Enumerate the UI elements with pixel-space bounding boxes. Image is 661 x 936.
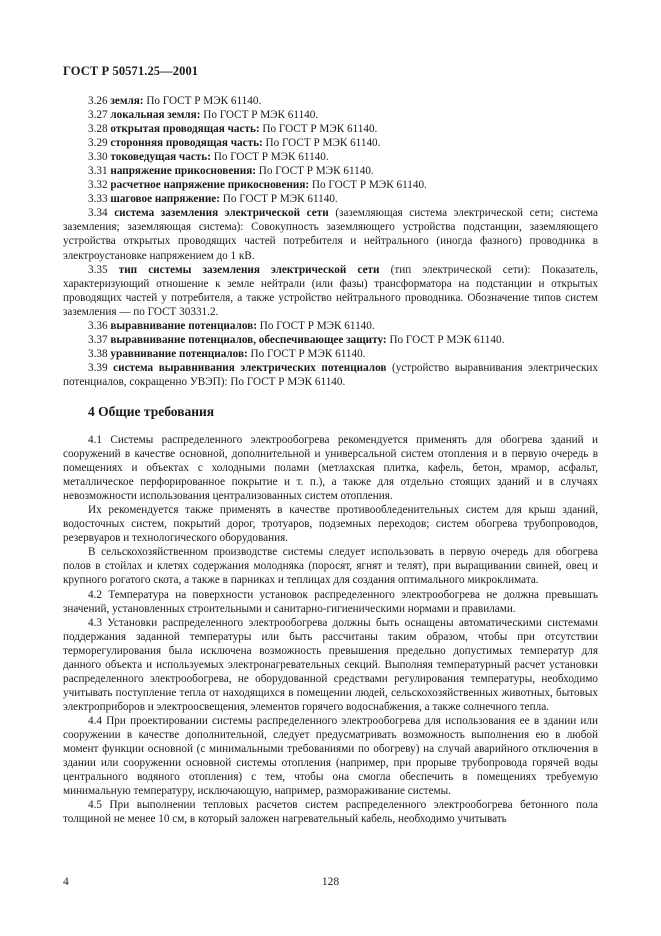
paragraph: В сельскохозяйственном производстве системы следует использовать в первую очередь для обогрева полов в стойлах и клетях содержания молодняка (поросят, ягнят и телят), при выращивании свиней, овец и крупного рогатого скота, а также в парниках и теплицах для создания оптимального микроклимата. [63,546,598,587]
paragraph: 4.4 При проектировании системы распределенного электрообогрева для использования ее в здании или сооружении в качестве дополнительной, следует предусматривать возможность выполнения ею в любой момент функции основной (с минимальными требованиями по обогреву) на случай аварийного отключения в здании или сооружении основной системы отопления (например, при прорыве трубопровода горячей воды центрального водяного отопления) с тем, чтобы она смогла обеспечить в помещениях требуемую минимальную температуру, исключающую, например, размораживание системы. [63,714,598,798]
definition-number: 3.29 [88,137,108,150]
definition-term: система заземления электрической сети [114,207,329,220]
definition-number: 3.35 [88,263,108,276]
definition-item [63,263,598,319]
definition-text: По ГОСТ Р МЭК 61140. [247,347,366,360]
definition-number: 3.39 [88,361,108,374]
definition-item [63,150,598,164]
definition-term: уравнивание потенциалов: [110,347,248,360]
definition-number: 3.27 [88,109,108,122]
definition-term: сторонняя проводящая часть: [110,137,263,150]
paragraph: 4.5 При выполнении тепловых расчетов систем распределенного электрообогрева бетонного пола толщиной не менее 10 см, в который заложен нагревательный кабель, необходимо учитывать [63,799,598,826]
section-title: 4 Общие требования [88,403,215,419]
definitions-list [63,94,598,389]
paragraph: Их рекомендуется также применять в качестве противообледенительных систем для крыш зданий, водосточных систем, покрытий дорог, тротуаров, подземных переходов; систем обогрева трубопроводов, резервуаров и технологического оборудования. [63,504,598,545]
definition-text: По ГОСТ Р МЭК 61140. [262,137,381,150]
definition-number: 3.38 [88,347,108,360]
definition-term: шаговое напряжение: [110,193,220,206]
definition-text: По ГОСТ Р МЭК 61140. [200,109,319,122]
definition-number: 3.30 [88,151,108,164]
definition-item [63,333,598,347]
definition-item [63,319,598,333]
page-content [63,94,598,826]
definition-number: 3.34 [88,207,108,220]
definition-item [63,164,598,178]
definition-term: земля: [110,95,144,107]
document-header: ГОСТ Р 50571.25—2001 [63,64,199,78]
definition-text: По ГОСТ Р МЭК 61140. [309,179,427,192]
page-number: 4 [63,876,69,888]
paragraph: 4.3 Установки распределенного электрообогрева должны быть оснащены автоматическими системами поддержания заданной температуры или быть рассчитаны таким образом, чтобы при отсутствии терморегулирования была исключена возможность превышения предельно допустимых температур для данного объекта и используемых электронагревательных секций. Выполняя температурный расчет установки распределенного электрообогрева, не оборудованной средствами регулирования температуры, необходимо учитывать поступление тепла от находящихся в помещении людей, сельскохозяйственных животных, бытовых электроприборов и электроосвещения, элементов горячего водоснабжения, а также солнечного тепла. [63,616,598,713]
definition-item [63,136,598,150]
definition-text: По ГОСТ Р МЭК 61140. [259,123,378,136]
definition-item [63,206,598,262]
definition-number: 3.37 [88,333,108,346]
definition-number: 3.31 [88,165,108,178]
definition-term: выравнивание потенциалов: [110,319,257,332]
definition-term: локальная земля: [110,109,201,122]
definition-text: По ГОСТ Р МЭК 61140. [256,319,375,332]
definition-term: тип системы заземления электрической сети [118,263,380,276]
definition-term: открытая проводящая часть: [110,123,260,136]
definition-number: 3.36 [88,319,108,332]
definition-item [63,122,598,136]
definition-text: По ГОСТ Р МЭК 61140. [219,193,338,206]
definition-term: система выравнивания электрических потенциалов [113,361,387,374]
definition-number: 3.33 [88,193,108,206]
definition-number: 3.28 [88,123,108,136]
definition-term: токоведущая часть: [110,151,211,164]
definition-item [63,108,598,122]
definition-term: напряжение прикосновения: [110,165,256,178]
definition-number: 3.32 [88,179,108,192]
definition-item [63,361,598,389]
definition-text: По ГОСТ Р МЭК 61140. [210,151,329,164]
definition-text: По ГОСТ Р МЭК 61140. [143,95,262,107]
definition-text: По ГОСТ Р МЭК 61140. [386,333,505,346]
definition-term: расчетное напряжение прикосновения: [110,179,310,192]
definition-item [63,178,598,192]
definition-text: (устройство выравнивания электрических потенциалов, сокращенно УВЭП): По ГОСТ Р МЭК 61140. [63,361,599,388]
paragraph: 4.2 Температура на поверхности установок распределенного электрообогрева не должна превышать значений, установленных строительными и санитарно-гигиеническими нормами и правилами. [63,588,598,615]
definition-text: По ГОСТ Р МЭК 61140. [255,165,374,178]
paragraph: 4.1 Системы распределенного электрообогрева рекомендуется применять для обогрева зданий и сооружений в качестве основной, дополнительной и универсальной систем отопления и в первую очередь в помещениях и объектах с холодными полами (метлахская плитка, кафель, бетон, мрамор, асфальт, металлическое перфорированное покрытие и т. п.), а также для отдельно стоящих зданий и в случаях невозможности использования централизованных систем отопления. [63,433,598,503]
definition-item [63,192,598,206]
section-body [63,433,598,826]
definition-text: (тип электрической сети): Показатель, характеризующий отношение к земле нейтрали (или фазы) трансформатора на подстанции и открытых проводящих частей у потребителя, а также устройство нейтрального проводника. Обозначение типов систем заземления — по ГОСТ 30331.2. [63,263,598,318]
definition-number: 3.26 [88,95,108,107]
definition-text: (заземляющая система электрической сети; система заземления; заземляющая система): Совокупность заземляющего устройства подстанции, заземляющего устройства открытых проводящих частей потребителя и нейтрального (иногда фазного) проводника в электроустановке напряжением до 1 кВ. [63,207,598,262]
page-number-total: 128 [321,876,340,888]
definition-item [63,347,598,361]
definition-term: выравнивание потенциалов, обеспечивающее защиту: [110,333,387,346]
definition-item [63,94,598,108]
